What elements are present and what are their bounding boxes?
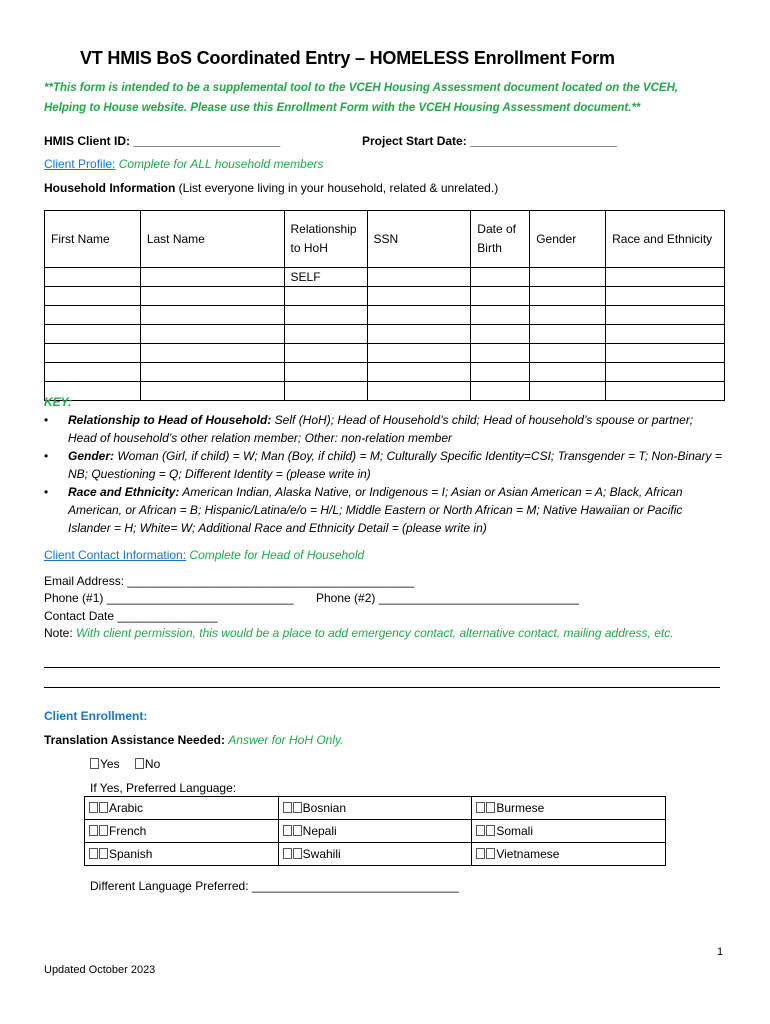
table-cell[interactable]	[471, 325, 530, 344]
table-cell[interactable]	[367, 306, 471, 325]
table-cell[interactable]	[45, 287, 141, 306]
contact-note-label: Note:	[44, 626, 73, 640]
key-item-relationship	[44, 411, 724, 447]
table-cell[interactable]	[45, 268, 141, 287]
updated-date: Updated October 2023	[44, 964, 156, 976]
intro-note-line-1: **This form is intended to be a supplemental tool to the VCEH Housing Assessment document located on the VCEH,	[44, 82, 679, 94]
language-label: Arabic	[109, 801, 144, 815]
language-label: Spanish	[109, 847, 153, 861]
table-cell[interactable]	[471, 363, 530, 382]
table-cell-self: SELF	[284, 268, 367, 287]
client-profile-note: Complete for ALL household members	[118, 157, 324, 171]
checkbox-icon	[283, 802, 292, 813]
checkbox-icon	[89, 802, 98, 813]
language-label: Vietnamese	[496, 847, 560, 861]
column-header: Relationship to HoH	[284, 211, 367, 268]
key-item-label: Race and Ethnicity:	[68, 485, 180, 499]
table-cell[interactable]	[530, 287, 606, 306]
client-contact-heading: Client Contact Information:	[44, 548, 187, 562]
no-label: No	[144, 757, 161, 771]
table-cell[interactable]	[140, 287, 284, 306]
bullet-icon: •	[44, 449, 49, 463]
translation-label: Translation Assistance Needed:	[44, 733, 225, 747]
key-item-gender	[44, 447, 724, 483]
table-cell[interactable]	[284, 306, 367, 325]
language-option-bosnian[interactable]	[278, 797, 472, 820]
table-row	[45, 363, 725, 382]
language-label: Swahili	[302, 847, 341, 861]
table-cell[interactable]	[471, 268, 530, 287]
writing-line[interactable]	[44, 667, 720, 668]
table-row	[45, 306, 725, 325]
intro-note	[44, 78, 678, 118]
key-section	[44, 393, 724, 537]
hmis-client-id-field[interactable]: HMIS Client ID: ______________________	[44, 134, 281, 148]
contact-note-text: With client permission, this would be a place to add emergency contact, alternative contact, mailing address, etc.	[76, 626, 674, 640]
yes-checkbox[interactable]	[90, 757, 120, 771]
checkbox-icon	[90, 758, 99, 769]
key-item-race	[44, 483, 724, 537]
language-label: Nepali	[302, 824, 337, 838]
checkbox-icon	[99, 802, 108, 813]
language-option-arabic[interactable]	[85, 797, 279, 820]
table-cell[interactable]	[606, 344, 725, 363]
client-enrollment-heading: Client Enrollment:	[44, 709, 148, 723]
table-cell[interactable]	[471, 344, 530, 363]
writing-line[interactable]	[44, 687, 720, 688]
table-cell[interactable]	[530, 325, 606, 344]
table-cell[interactable]	[45, 363, 141, 382]
table-cell[interactable]	[140, 363, 284, 382]
email-field[interactable]: Email Address: ___________________________________________	[44, 574, 415, 588]
page-number: 1	[717, 946, 724, 958]
household-info-note: (List everyone living in your household, related & unrelated.)	[178, 181, 499, 195]
table-cell[interactable]	[45, 344, 141, 363]
table-cell[interactable]	[530, 363, 606, 382]
client-profile-heading: Client Profile:	[44, 157, 116, 171]
key-item-label: Gender:	[68, 449, 115, 463]
table-cell[interactable]	[367, 363, 471, 382]
household-table	[44, 210, 725, 401]
household-table-header	[45, 211, 725, 268]
checkbox-icon	[476, 802, 485, 813]
table-cell[interactable]	[530, 268, 606, 287]
column-header: SSN	[367, 211, 471, 268]
table-row	[45, 287, 725, 306]
table-cell[interactable]	[140, 268, 284, 287]
table-cell[interactable]	[367, 268, 471, 287]
column-header: Date of Birth	[471, 211, 530, 268]
yes-label: Yes	[100, 757, 120, 771]
bullet-icon: •	[44, 413, 49, 427]
language-table	[84, 796, 666, 866]
household-info-heading	[44, 181, 498, 195]
table-cell[interactable]	[530, 344, 606, 363]
table-cell[interactable]	[284, 344, 367, 363]
language-option-swahili[interactable]	[278, 843, 472, 866]
checkbox-icon	[89, 848, 98, 859]
checkbox-icon	[293, 802, 302, 813]
checkbox-icon	[89, 825, 98, 836]
bullet-icon: •	[44, 485, 49, 499]
checkbox-icon	[99, 848, 108, 859]
table-row	[45, 344, 725, 363]
language-option-french[interactable]	[85, 820, 279, 843]
form-title: VT HMIS BoS Coordinated Entry – HOMELESS Enrollment Form	[80, 48, 615, 68]
client-contact-note: Complete for Head of Household	[189, 548, 365, 562]
table-cell[interactable]	[367, 325, 471, 344]
language-option-nepali[interactable]	[278, 820, 472, 843]
checkbox-icon	[486, 825, 495, 836]
language-label: Bosnian	[302, 801, 347, 815]
project-start-date-field[interactable]: Project Start Date: ______________________	[362, 134, 617, 148]
checkbox-icon	[486, 802, 495, 813]
table-cell[interactable]	[606, 268, 725, 287]
table-cell[interactable]	[606, 325, 725, 344]
table-cell[interactable]	[284, 287, 367, 306]
client-profile-section	[44, 157, 324, 171]
intro-note-line-2: Helping to House website. Please use this Enrollment Form with the VCEH Housing Assessment document.**	[44, 102, 641, 114]
table-cell[interactable]	[367, 287, 471, 306]
table-cell[interactable]	[284, 325, 367, 344]
language-option-spanish[interactable]	[85, 843, 279, 866]
household-info-label: Household Information	[44, 181, 176, 195]
checkbox-icon	[283, 848, 292, 859]
column-header: Race and Ethnicity	[606, 211, 725, 268]
column-header: Gender	[530, 211, 606, 268]
table-cell[interactable]	[45, 325, 141, 344]
table-cell[interactable]	[367, 344, 471, 363]
yes-no-options	[90, 757, 160, 771]
checkbox-icon	[476, 825, 485, 836]
phone1-field[interactable]: Phone (#1) ____________________________	[44, 591, 294, 605]
checkbox-icon	[486, 848, 495, 859]
key-item-label: Relationship to Head of Household:	[68, 413, 272, 427]
client-contact-section	[44, 548, 364, 562]
language-row	[85, 797, 666, 820]
key-item-text: Woman (Girl, if child) = W; Man (Boy, if child) = M; Culturally Specific Identity=CSI; Transgender = T; Non-Binary = NB; Questioning = Q; Different Identity = (please write in)	[68, 449, 722, 481]
translation-note: Answer for HoH Only.	[228, 733, 344, 747]
column-header: First Name	[45, 211, 141, 268]
key-heading: KEY:	[44, 395, 73, 409]
table-cell[interactable]	[140, 344, 284, 363]
language-option-vietnamese[interactable]	[472, 843, 666, 866]
table-cell[interactable]	[606, 363, 725, 382]
no-checkbox[interactable]	[135, 757, 160, 771]
preferred-language-label: If Yes, Preferred Language:	[90, 781, 237, 795]
contact-date-field[interactable]: Contact Date _______________	[44, 609, 218, 623]
contact-note	[44, 626, 674, 640]
table-row	[45, 268, 725, 287]
table-row	[45, 325, 725, 344]
table-cell[interactable]	[606, 287, 725, 306]
table-cell[interactable]	[471, 287, 530, 306]
table-cell[interactable]	[140, 306, 284, 325]
table-cell[interactable]	[45, 306, 141, 325]
language-option-somali[interactable]	[472, 820, 666, 843]
table-cell[interactable]	[606, 306, 725, 325]
key-item-text: American Indian, Alaska Native, or Indigenous = I; Asian or Asian American = A; Black, African American, or African = B; Hispanic/Latina/e/o = H/L; Middle Eastern or North African = M; Native Hawaiian or Pacific Islander = H; White= W; Additional Race and Ethnicity Detail = (please write in)	[68, 485, 683, 535]
checkbox-icon	[476, 848, 485, 859]
key-item-text: Self (HoH); Head of Household’s child; Head of household’s spouse or partner; Head of household’s other relation member; Other: non-relation member	[68, 413, 694, 445]
table-cell[interactable]	[284, 363, 367, 382]
table-cell[interactable]	[471, 306, 530, 325]
checkbox-icon	[99, 825, 108, 836]
checkbox-icon	[135, 758, 144, 769]
table-cell[interactable]	[140, 325, 284, 344]
checkbox-icon	[293, 848, 302, 859]
column-header: Last Name	[140, 211, 284, 268]
language-row	[85, 843, 666, 866]
language-row	[85, 820, 666, 843]
translation-assistance	[44, 733, 343, 747]
checkbox-icon	[283, 825, 292, 836]
language-label: Burmese	[496, 801, 545, 815]
table-cell[interactable]	[530, 306, 606, 325]
language-option-burmese[interactable]	[472, 797, 666, 820]
language-label: Somali	[496, 824, 533, 838]
phone2-field[interactable]: Phone (#2) ______________________________	[316, 591, 579, 605]
language-label: French	[109, 824, 147, 838]
checkbox-icon	[293, 825, 302, 836]
different-language-field[interactable]: Different Language Preferred: _______________________________	[90, 879, 459, 893]
